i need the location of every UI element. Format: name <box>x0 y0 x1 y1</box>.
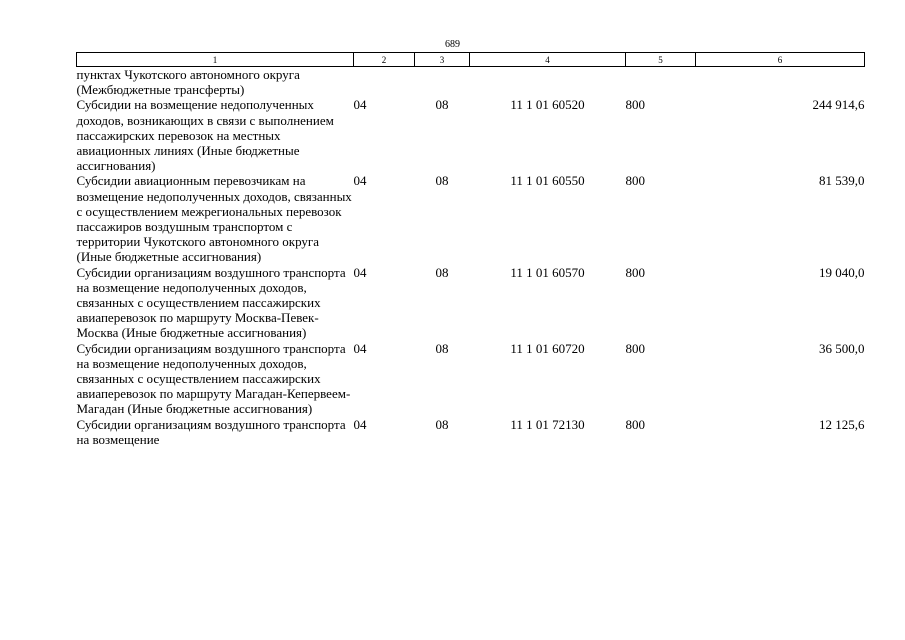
row-description: Субсидии авиационным перевозчикам на возмещение недополученных доходов, связанных с осуществлением межрегиональных перевозок пассажиров воздушным транспортом с территории Чукотского автономного округа (Иные бюджетные ассигнования) <box>76 173 352 265</box>
row-expense-type: 800 <box>625 264 645 280</box>
header-row <box>77 53 865 67</box>
row-description: Субсидии на возмещение недополученных доходов, возникающих в связи с выполнением пассажирских перевозок на местных авиационных линиях (Иные бюджетные ассигнования) <box>76 97 334 174</box>
row-subsection: 08 <box>435 416 449 432</box>
column-header-5: 5 <box>626 53 696 67</box>
row-amount: 12 125,6 <box>819 416 865 432</box>
table-row <box>77 341 865 417</box>
row-amount: 36 500,0 <box>819 340 865 356</box>
column-header-4: 4 <box>470 53 626 67</box>
row-amount <box>696 67 865 98</box>
row-section: 04 <box>353 340 367 356</box>
row-subsection: 08 <box>435 264 449 280</box>
row-target-article <box>470 67 626 98</box>
table-row <box>77 97 865 173</box>
row-amount: 244 914,6 <box>812 97 865 113</box>
table-body <box>77 67 865 448</box>
row-amount: 81 539,0 <box>819 173 865 189</box>
budget-table <box>76 52 865 447</box>
row-description: Субсидии организациям воздушного транспорта на возмещение недополученных доходов, связанных с осуществлением пассажирских авиаперевозок по маршруту Москва-Певек-Москва (Иные бюджетные ассигнования) <box>76 264 346 341</box>
column-header-1: 1 <box>77 53 354 67</box>
row-target-article: 11 1 01 60550 <box>510 173 585 189</box>
row-target-article: 11 1 01 72130 <box>510 416 585 432</box>
column-header-3: 3 <box>415 53 470 67</box>
row-expense-type: 800 <box>625 416 645 432</box>
row-subsection <box>415 67 470 98</box>
row-expense-type <box>626 67 696 98</box>
table-row <box>77 173 865 264</box>
row-amount: 19 040,0 <box>819 264 865 280</box>
row-target-article: 11 1 01 60520 <box>510 97 585 113</box>
row-section: 04 <box>353 264 367 280</box>
column-header-6: 6 <box>696 53 865 67</box>
table-row <box>77 417 865 447</box>
table-row <box>77 67 865 98</box>
row-subsection: 08 <box>435 340 449 356</box>
row-section: 04 <box>353 173 367 189</box>
row-description: пунктах Чукотского автономного округа (Межбюджетные трансферты) <box>76 67 300 98</box>
table-row <box>77 265 865 341</box>
row-section: 04 <box>353 416 367 432</box>
row-description: Субсидии организациям воздушного транспорта на возмещение недополученных доходов, связанных с осуществлением пассажирских авиаперевозок по маршруту Магадан-Кепервеем-Магадан (Иные бюджетные ассигнования) <box>76 340 351 417</box>
table-header <box>77 53 865 67</box>
row-expense-type: 800 <box>625 340 645 356</box>
row-subsection: 08 <box>435 173 449 189</box>
row-section: 04 <box>353 97 367 113</box>
row-expense-type: 800 <box>625 173 645 189</box>
row-subsection: 08 <box>435 97 449 113</box>
row-expense-type: 800 <box>625 97 645 113</box>
row-target-article: 11 1 01 60570 <box>510 264 585 280</box>
page-number: 689 <box>445 39 460 50</box>
column-header-2: 2 <box>354 53 415 67</box>
row-description: Субсидии организациям воздушного транспорта на возмещение <box>76 416 346 447</box>
row-section <box>354 67 415 98</box>
row-target-article: 11 1 01 60720 <box>510 340 585 356</box>
